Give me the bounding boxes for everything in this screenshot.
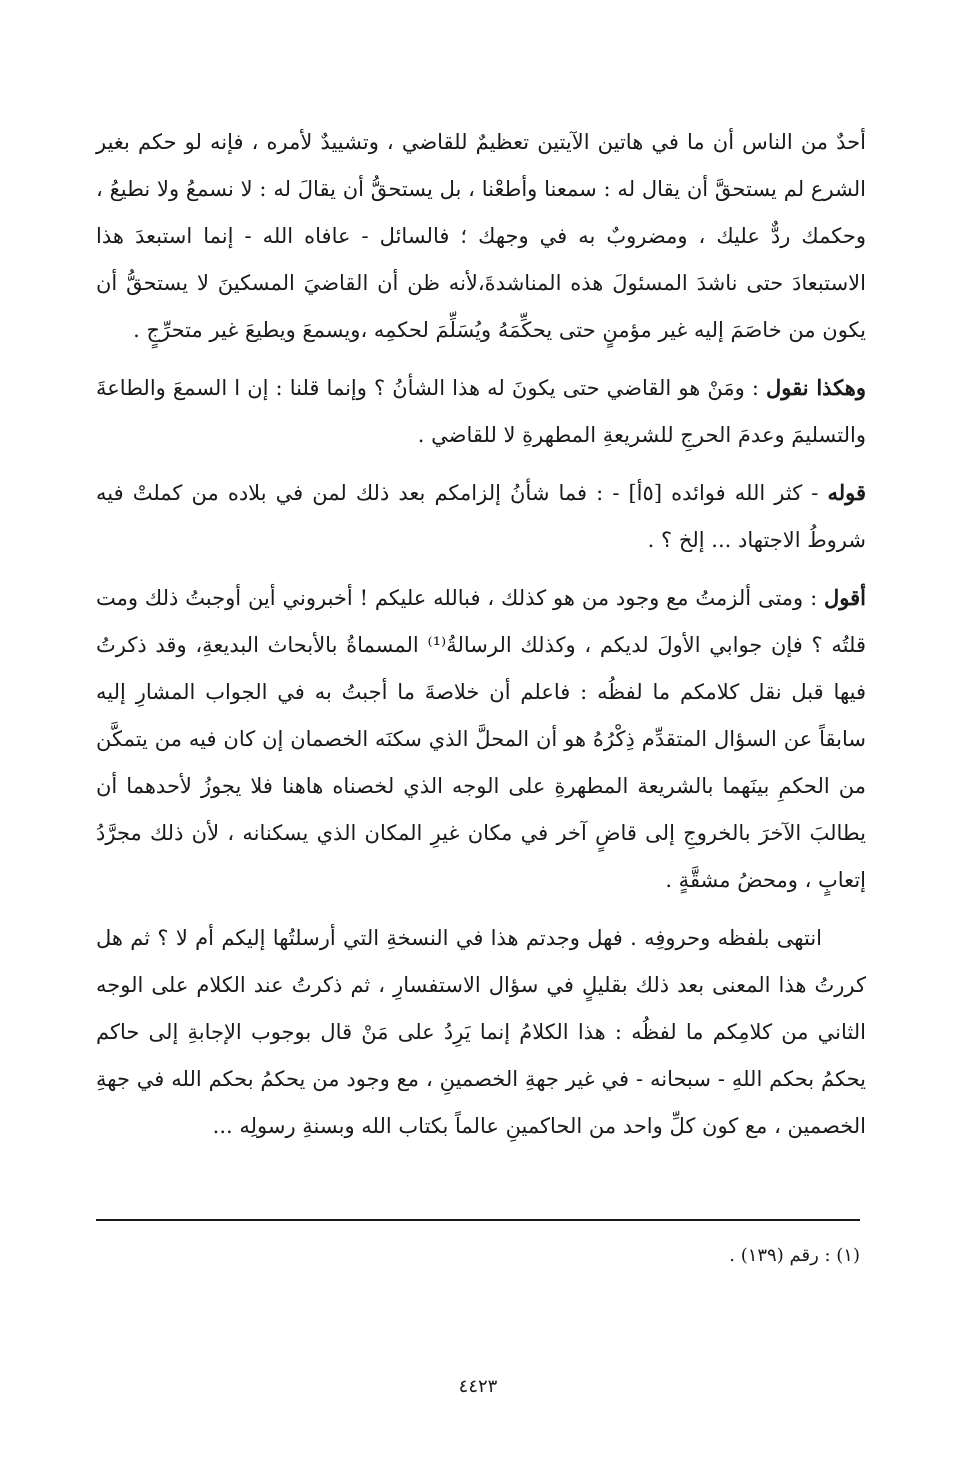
footnote-divider [96, 1219, 860, 1221]
paragraph-text: انتهى بلفظه وحروفِه . فهل وجدتم هذا في النسخةِ التي أرسلتُها إليكم أم لا ؟ ثم هل كررتُ هذا المعنى بعد ذلك بقليلٍ في سؤال الاستفسارِ ، ثم ذكرتُ عند الكلام على الوجه الثاني من كلامِكم ما لفظُه : هذا الكلامُ إنما يَرِدُ على مَنْ قال بوجوب الإجابةِ إلى حاكم يحكمُ بحكم اللهِ - سبحانه - في غير جهةِ الخصمينِ ، مع وجود من يحكمُ بحكم الله في جهةِ الخصمين ، مع كون كلِّ واحد من الحاكمينِ عالماً بكتاب الله وبسنةِ رسولِه ... [96, 926, 866, 1138]
paragraph-text: : ومَنْ هو القاضي حتى يكونَ له هذا الشأنُ ؟ وإنما قلنا : إن ا السمعَ والطاعةَ والتسليمَ وعدمَ الحرجِ للشريعةِ المطهرةِ لا للقاضي . [96, 376, 866, 447]
paragraph-lead: وهكذا نقول [766, 375, 866, 400]
paragraph-text: أحدٌ من الناس أن ما في هاتين الآيتين تعظيمٌ للقاضي ، وتشييدٌ لأمره ، فإنه لو حكم بغير الشرع لم يستحقَّ أن يقال له : سمعنا وأطعْنا ، بل يستحقُّ أن يقالَ له : لا نسمعُ ولا نطيعُ ، وحكمك ردٌّ عليك ، ومضروبٌ به في وجهك ؛ فالسائل - عافاه الله - إنما استبعدَ هذا الاستبعادَ حتى ناشدَ المسئولَ هذه المناشدةَ،لأنه ظن أن القاضيَ المسكينَ لا يستحقُّ أن يكون من خاصَمَ إليه غير مؤمنٍ حتى يحكِّمَهُ ويُسَلِّمَ لحكمِه ،ويسمعَ ويطيعَ غير متحرِّجٍ . [96, 130, 866, 342]
main-text [96, 118, 866, 1150]
paragraph-text: - كثر الله فوائده [٥أ] - : فما شأنُ إلزامكم بعد ذلك لمن في بلاده من كملتْ فيه شروطُ الاجتهاد ... إلخ ؟ . [96, 481, 866, 552]
paragraph-lead: أقول [824, 585, 866, 610]
footnote: (١) : رقم (١٣٩) . [729, 1245, 860, 1266]
paragraph [96, 364, 866, 459]
paragraph [96, 469, 866, 564]
paragraph [96, 574, 866, 904]
paragraph-text: : ومتى ألزمتُ مع وجود من هو كذلك ، فبالله عليكم ! أخبروني أين أوجبتُ ذلك ومت قلتُه ؟ فإن جوابي الأولَ لديكم ، وكذلك الرسالةُ⁽¹⁾ المسماةُ بالأبحاث البديعةِ، وقد ذكرتُ فيها قبل نقل كلامكم ما لفظُه : فاعلم أن خلاصةَ ما أجبتُ به في الجواب المشارِ إليه سابقاً عن السؤال المتقدِّم ذِكْرُهُ هو أن المحلَّ الذي سكنَه الخصمان إن كان فيه من يتمكَّن من الحكمِ بينَهما بالشريعة المطهرةِ على الوجه الذي لخصناه هاهنا فلا يجوزُ لأحدهما أن يطالبَ الآخرَ بالخروجِ إلى قاضٍ آخر في مكان غيرِ المكان الذي يسكنانه ، لأن ذلك مجرَّدُ إتعابٍ ، ومحضُ مشقَّةٍ . [96, 586, 866, 892]
page-number: ٤٤٢٣ [458, 1376, 498, 1397]
paragraph-lead: قوله [827, 480, 866, 505]
paragraph [96, 118, 866, 354]
paragraph [96, 914, 866, 1150]
